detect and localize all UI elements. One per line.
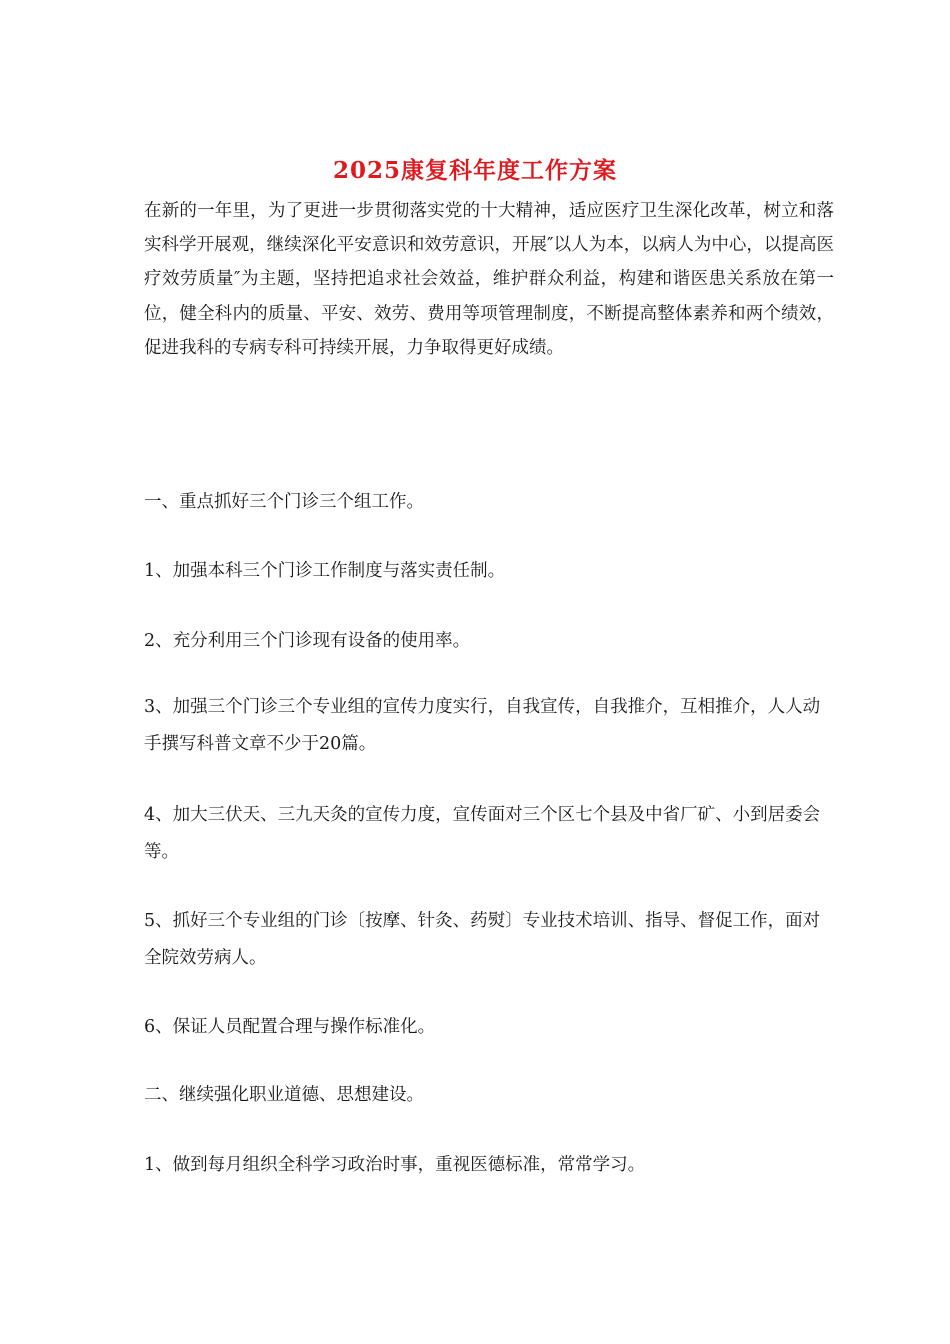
list-item: 2、充分利用三个门诊现有设备的使用率。	[144, 631, 471, 651]
list-item: 4、加大三伏天、三九天灸的宣传力度，宣传面对三个区七个县及中省厂矿、小到居委会等。	[144, 805, 821, 862]
section-heading: 一、重点抓好三个门诊三个组工作。	[144, 492, 424, 512]
intro-paragraph: 在新的一年里，为了更进一步贯彻落实党的十大精神，适应医疗卫生深化改革，树立和落实科学开展观，继续深化平安意识和效劳意识，开展″以人为本，以病人为中心，以提高医疗效劳质量″为主题，坚持把追求社会效益，维护群众利益，构建和谐医患关系放在第一位，健全科内的质量、平安、效劳、费用等项管理制度，不断提高整体素养和两个绩效，促进我科的专病专科可持续开展，力争取得更好成绩。	[144, 201, 834, 358]
list-item: 1、做到每月组织全科学习政治时事，重视医德标准，常常学习。	[144, 1155, 646, 1175]
list-item: 3、加强三个门诊三个专业组的宣传力度实行，自我宣传，自我推介，互相推介，人人动手撰写科普文章不少于20篇。	[144, 697, 821, 754]
list-item: 6、保证人员配置合理与操作标准化。	[144, 1017, 436, 1037]
section-heading: 二、继续强化职业道德、思想建设。	[144, 1085, 424, 1105]
list-item: 1、加强本科三个门诊工作制度与落实责任制。	[144, 561, 506, 581]
list-item: 5、抓好三个专业组的门诊〔按摩、针灸、药熨〕专业技术培训、指导、督促工作，面对全院效劳病人。	[144, 911, 821, 968]
document-title: 2025康复科年度工作方案	[332, 157, 617, 184]
